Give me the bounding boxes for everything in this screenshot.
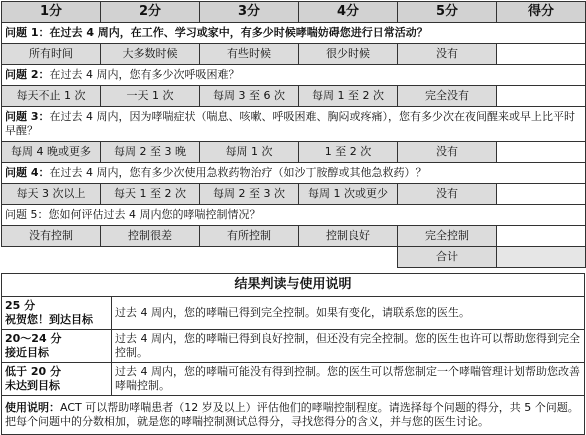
question-3-options [2,142,586,163]
question-2 [2,65,586,86]
q4-option-3[interactable]: 每周 2 至 3 次 [200,184,299,205]
header-2: 2分 [101,2,200,23]
results-title: 结果判读与使用说明 [2,274,585,297]
q5-option-2[interactable]: 控制很差 [101,226,200,247]
q4-score-cell[interactable] [497,184,586,205]
question-3 [2,107,586,142]
result-row-1 [2,297,585,330]
header-score: 得分 [497,2,586,23]
question-2-text: 在过去 4 周内，您有多少次呼吸困难？ [49,68,240,81]
q1-option-2[interactable]: 大多数时候 [101,44,200,65]
question-1-prefix: 问题 1： [5,26,50,39]
results-title-row [2,274,585,297]
question-1-text: 在过去 4 周内，在工作、学习或家中，有多少时候哮喘妨碍您进行日常活动？ [49,26,428,39]
question-4-prefix: 问题 4： [5,166,50,179]
q5-option-4[interactable]: 控制良好 [299,226,398,247]
result-3-text: 过去 4 周内，您的哮喘可能没有得到控制。您的医生可以帮您制定一个哮喘管理计划帮助您改善哮喘控制。 [112,363,585,396]
q3-option-4[interactable]: 1 至 2 次 [299,142,398,163]
question-1 [2,23,586,44]
q1-option-1[interactable]: 所有时间 [2,44,101,65]
asthma-control-test [1,1,585,433]
question-5 [2,205,586,226]
q5-option-5[interactable]: 完全控制 [398,226,497,247]
question-3-row [2,107,586,142]
q4-option-1[interactable]: 每天 3 次以上 [2,184,101,205]
result-2-score: 20～24 分 [5,332,62,345]
q4-option-2[interactable]: 每天 1 至 2 次 [101,184,200,205]
usage-text: ACT 可以帮助哮喘患者（12 岁及以上）评估他们的哮喘控制程度。请选择每个问题的得分，共 5 个问题。把每个问题中的分数相加，就是您的哮喘控制测试总得分，寻找您得分的含义，并与您的医生讨论。 [5,401,579,428]
question-5-text: 您如何评估过去 4 周内您的哮喘控制情况？ [48,208,261,221]
result-row-2 [2,330,585,363]
q3-option-1[interactable]: 每周 4 晚或更多 [2,142,101,163]
total-row [2,247,586,268]
header-5: 5分 [398,2,497,23]
question-1-options [2,44,586,65]
result-1-text: 过去 4 周内，您的哮喘已得到完全控制。如果有变化，请联系您的医生。 [112,297,585,330]
header-3: 3分 [200,2,299,23]
question-2-options [2,86,586,107]
results-table [1,273,585,435]
question-3-text: 在过去 4 周内，因为哮喘症状（喘息、咳嗽、呼吸困难、胸闷或疼痛），您有多少次在夜间醒来或早上比平时早醒？ [5,110,575,137]
header-1: 1分 [2,2,101,23]
q2-option-2[interactable]: 一天 1 次 [101,86,200,107]
question-5-options [2,226,586,247]
question-5-row [2,205,586,226]
result-1-score: 25 分 [5,299,36,312]
result-3-key [2,363,112,396]
usage-row [2,396,585,435]
q4-option-5[interactable]: 没有 [398,184,497,205]
act-table [1,1,586,268]
result-3-score: 低于 20 分 [5,365,61,378]
q5-score-cell[interactable] [497,226,586,247]
result-row-3 [2,363,585,396]
q2-option-5[interactable]: 完全没有 [398,86,497,107]
question-5-prefix: 问题 5： [5,208,49,221]
question-4-options [2,184,586,205]
usage-label: 使用说明： [5,401,60,414]
q5-option-1[interactable]: 没有控制 [2,226,101,247]
header-4: 4分 [299,2,398,23]
q1-option-4[interactable]: 很少时候 [299,44,398,65]
q2-option-1[interactable]: 每天不止 1 次 [2,86,101,107]
result-2-tag: 接近目标 [5,346,49,359]
question-3-prefix: 问题 3： [5,110,50,123]
question-4-text: 在过去 4 周内，您有多少次使用急救药物治疗（如沙丁胺醇或其他急救药）？ [49,166,427,179]
question-2-row [2,65,586,86]
header-row [2,2,586,23]
result-1-key [2,297,112,330]
q3-option-5[interactable]: 没有 [398,142,497,163]
result-1-tag: 祝贺您！到达目标 [5,313,93,326]
q5-option-3[interactable]: 有所控制 [200,226,299,247]
q1-option-5[interactable]: 没有 [398,44,497,65]
result-3-tag: 未达到目标 [5,379,60,392]
q3-score-cell[interactable] [497,142,586,163]
result-2-key [2,330,112,363]
total-score-cell[interactable] [497,247,586,268]
q1-score-cell[interactable] [497,44,586,65]
result-2-text: 过去 4 周内，您的哮喘已得到良好控制，但还没有完全控制。您的医生也许可以帮助您得到完全控制。 [112,330,585,363]
q4-option-4[interactable]: 每周 1 次或更少 [299,184,398,205]
usage-note [2,396,585,435]
question-2-prefix: 问题 2： [5,68,50,81]
question-4 [2,163,586,184]
q3-option-2[interactable]: 每周 2 至 3 晚 [101,142,200,163]
q3-option-3[interactable]: 每周 1 次 [200,142,299,163]
q1-option-3[interactable]: 有些时候 [200,44,299,65]
q2-score-cell[interactable] [497,86,586,107]
q2-option-4[interactable]: 每周 1 至 2 次 [299,86,398,107]
question-1-row [2,23,586,44]
question-4-row [2,163,586,184]
q2-option-3[interactable]: 每周 3 至 6 次 [200,86,299,107]
total-label: 合计 [398,247,497,268]
